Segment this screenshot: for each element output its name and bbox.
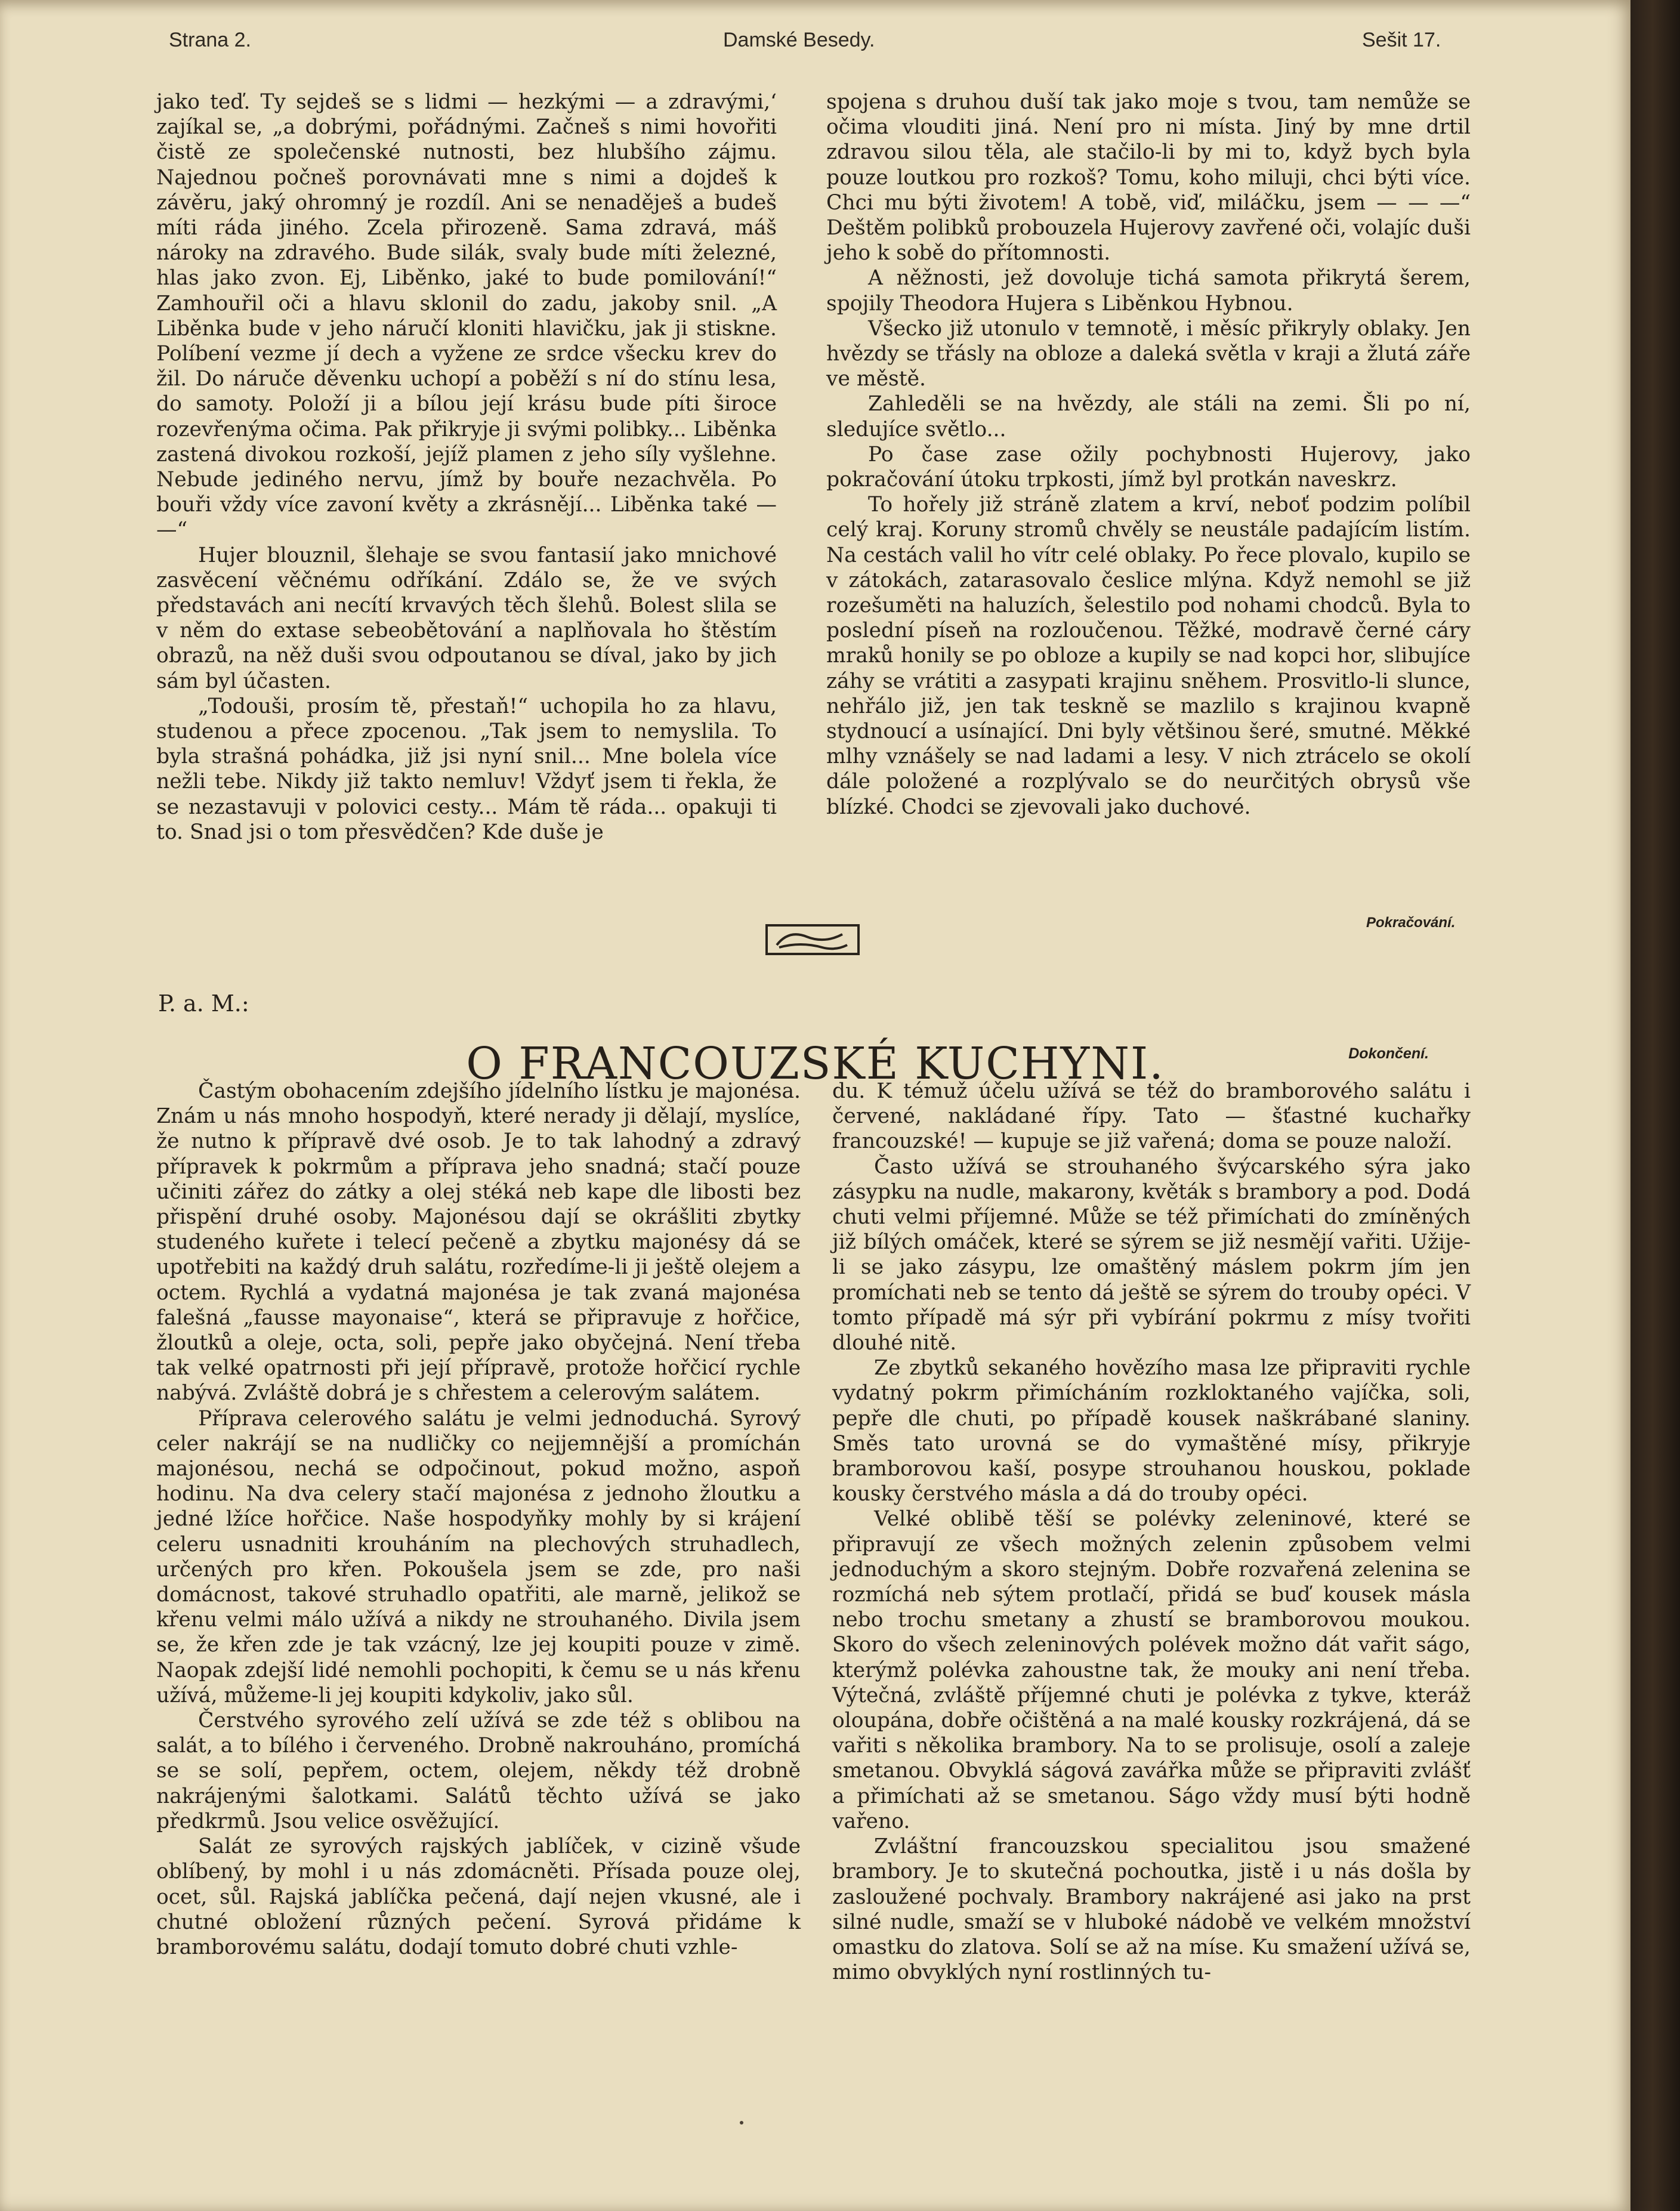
article-right-column [832, 1079, 1471, 1985]
paragraph: Po čase zase ožily pochybnosti Hujerovy, jako pokračování útoku trpkosti, jímž byl protkán naveskrz. [826, 442, 1471, 492]
page-number: Strana 2. [169, 29, 251, 51]
story-right-column [826, 89, 1471, 820]
article-title: O FRANCOUZSKÉ KUCHYNI. [466, 1037, 1165, 1089]
paragraph: Hujer blouznil, šlehaje se svou fantasií jako mnichové zasvěcení věčnému odříkání. Zdálo se, že ve svých představách ani necítí krvavých těch šlehů. Bolest slila se v něm do extase sebeobětování a naplňovala ho štěstím obrazů, na něž duši svou odpoutanou se díval, jako by jich sám byl účasten. [156, 543, 777, 693]
paragraph: Zvláštní francouzskou specialitou jsou smažené brambory. Je to skutečná pochoutka, jistě i u nás došla by zasloužené pochvaly. Brambory nakrájené asi jako na prst silné nudle, smaží se v hluboké nádobě ve velkém množství omastku do zlatova. Solí se až na míse. Ku smažení užívá se, mimo obvyklých nyní rostlinných tu- [832, 1835, 1471, 1985]
paragraph: Často užívá se strouhaného švýcarského sýra jako zásypku na nudle, makarony, květák s brambory a pod. Dodá chuti velmi příjemné. Může se též přimíchati do zmíněných již bílých omáček, které se sýrem se již nesmějí vařiti. Užije-li se jako zásypu, lze omaštěný máslem pokrm jím jen promíchati neb se tento dá ještě se sýrem do trouby opéci. V tomto případě má sýr při vybírání pokrmu z mísy tvořiti dlouhé nitě. [832, 1154, 1471, 1355]
binding-spine [1630, 0, 1680, 2211]
print-speck [740, 2121, 743, 2124]
paragraph: jako teď. Ty sejdeš se s lidmi — hezkými — a zdravými,‘ zajíkal se, „a dobrými, pořádnými. Začneš s nimi hovořiti čistě ze společenské nutnosti, bez hlubšího zájmu. Najednou počneš porovnávati mne s nimi a dojdeš k závěru, jaký ohromný je rozdíl. Ani se nenaděješ a budeš míti ráda jiného. Zcela přirozeně. Sama zdravá, máš nároky na zdravého. Bude silák, svaly bude míti železné, hlas jako zvon. Ej, Liběnko, jaké to bude pomilování!“ Zamhouřil oči a hlavu sklonil do zadu, jakoby snil. „A Liběnka bude v jeho náručí kloniti hlavičku, jak ji stiskne. Políbení vezme jí dech a vyžene ze srdce všecku krev do žil. Do náruče děvenku uchopí a poběží s ní do stínu lesa, do samoty. Položí ji a bílou její krásu bude píti široce rozevřenýma očima. Pak přikryje ji svými polibky... Liběnka zastená divokou rozkoší, jejíž plamen z jeho síly vyšlehne. Nebude jediného nervu, jímž by bouře nezachvěla. Po bouři vždy více zavoní květy a zkrásnějí... Liběnka také — —“ [156, 90, 777, 542]
paragraph: Všecko již utonulo v temnotě, i měsíc přikryly oblaky. Jen hvězdy se třásly na obloze a daleká světla v kraji a žlutá záře ve městě. [826, 316, 1471, 391]
paragraph: Ze zbytků sekaného hovězího masa lze připraviti rychle vydatný pokrm přimícháním rozkloktaného vajíčka, soli, pepře dle chuti, po případě kousek naškrábané slaniny. Směs tato urovná se do vymaštěné mísy, přikryje bramborovou kaší, posype strouhanou houskou, poklade kousky čerstvého másla a dá do trouby opéci. [832, 1356, 1471, 1506]
paragraph: Velké oblibě těší se polévky zeleninové, které se připravují ze všech možných zelenin způsobem velmi jednoduchým a skoro stejným. Dobře rozvařená zelenina se rozmíchá neb sýtem protlačí, přidá se buď kousek másla nebo trochu smetany a zhustí se bramborovou moukou. Skoro do všech zeleninových polévek možno dát vařit ságo, kterýmž polévka zahoustne tak, že mouky ani není třeba. Výtečná, zvláště příjemné chuti je polévka z tykve, kteráž oloupána, dobře očištěná a na malé kousky rozkrájená, dá se vařiti s několika brambory. Na to se prolisuje, osolí a zaleje smetanou. Obvyklá ságová zavářka může se připraviti zvlášť a přimíchati až se smetanou. Ságo vždy musí býti hodně vařeno. [832, 1507, 1471, 1833]
paragraph: Zahleděli se na hvězdy, ale stáli na zemi. Šli po ní, sledujíce světlo... [826, 392, 1471, 441]
paragraph: spojena s druhou duší tak jako moje s tvou, tam nemůže se očima vlouditi jiná. Není pro ni místa. Jiný by mne drtil zdravou silou těla, ale stačilo-li by mi to, když bych byla pouze loutkou pro rozkoš? Tomu, koho miluji, chci býti více. Chci mu býti životem! A tobě, viď, miláčku, jsem — — —“ Deštěm polibků probouzela Hujerovy zavřené oči, volajíc duši jeho k sobě do přítomnosti. [826, 90, 1471, 265]
paragraph: Salát ze syrových rajských jablíček, v cizině všude oblíbený, by mohl i u nás zdomácněti. Přísada pouze olej, ocet, sůl. Rajská jablíčka pečená, dají nejen vkusné, ale i chutné obložení různých pečení. Syrová přidáme k bramborovému salátu, dodají tomuto dobré chuti vzhle- [156, 1835, 801, 1959]
issue-number: Sešit 17. [1362, 29, 1441, 51]
magazine-title: Damské Besedy. [723, 29, 875, 51]
paragraph: Častým obohacením zdejšího jídelního lístku je majonésa. Znám u nás mnoho hospodyň, které nerady ji dělají, myslíce, že nutno k přípravě dvé osob. Je to tak lahodný a zdravý přípravek k pokrmům a příprava jeho snadná; stačí pouze učiniti zářez do zátky a olej stéká neb kape dle libosti bez přispění druhé osoby. Majonésou dají se okrášliti zbytky studeného kuřete i telecí pečeně a zbytku majonésy dá se upotřebiti na každý druh salátu, rozředíme-li ji ještě olejem a octem. Rychlá a vydatná majonésa je tak zvaná majonésa falešná „fausse mayonaise“, která se připravuje z hořčice, žloutků a oleje, octa, soli, pepře jako obyčejná. Není třeba tak velké opatrnosti při její přípravě, protože hořčicí rychle nabývá. Zvláště dobrá je s chřestem a celerovým salátem. [156, 1079, 801, 1406]
paragraph: Příprava celerového salátu je velmi jednoduchá. Syrový celer nakrájí se na nudličky co nejjemnější a promíchán majonésou, nechá se odpočinout, pokud možno, aspoň hodinu. Na dva celery stačí majonésa z jednoho žloutku a jedné lžíce hořčice. Naše hospodyňky mohly by si krájení celeru usnadniti krouháním na plechových struhadlech, určených pro křen. Pokoušela jsem se zde, pro naši domácnost, takové struhadlo opatřiti, ale marně, jelikož se křenu velmi málo užívá a nikdy ne strouhaného. Divila jsem se, že křen zde je tak vzácný, lze jej koupiti pouze v zimě. Naopak zdejší lidé nemohli pochopiti, k čemu se u nás křenu užívá, můžeme-li jej koupiti kdykoliv, jako sůl. [156, 1406, 801, 1707]
completion-note: Dokončení. [1348, 1045, 1429, 1062]
article-left-column [156, 1079, 801, 1960]
continued-label: Pokračování. [1366, 915, 1456, 931]
running-header [0, 29, 1630, 58]
section-divider-ornament [765, 924, 860, 956]
article-author: P. a. M.: [158, 990, 249, 1017]
paragraph: Čerstvého syrového zelí užívá se zde též s oblibou na salát, a to bílého i červeného. Drobně nakrouháno, promíchá se se solí, pepřem, octem, olejem, někdy též drobně nakrájenými šalotkami. Salátů těchto užívá se jako předkrmů. Jsou velice osvěžující. [156, 1709, 801, 1833]
paragraph: „Todouši, prosím tě, přestaň!“ uchopila ho za hlavu, studenou a přece zpocenou. „Tak jsem to nemyslila. To byla strašná pohádka, již jsi nyní snil... Mne bolela více nežli tebe. Nikdy již takto nemluv! Vždyť jsem ti řekla, že se nezastavuji v polovici cesty... Mám tě ráda... opakuji ti to. Snad jsi o tom přesvědčen? Kde duše je [156, 694, 777, 844]
paragraph: du. K témuž účelu užívá se též do bramborového salátu i červené, nakládané řípy. Tato — šťastné kuchařky francouzské! — kupuje se již vařená; doma se pouze naloží. [832, 1079, 1471, 1154]
paragraph: A něžnosti, jež dovoluje tichá samota přikrytá šerem, spojily Theodora Hujera s Liběnkou Hybnou. [826, 266, 1471, 316]
paragraph: To hořely již stráně zlatem a krví, neboť podzim políbil celý kraj. Koruny stromů chvěly se neustále padajícím listím. Na cestách valil ho vítr celé oblaky. Po řece plovalo, kupilo se v zátokách, zatarasovalo česlice mlýna. Když nemohl se již rozešuměti na haluzích, šelestilo pod nohami chodců. Byla to poslední píseň na rozloučenou. Těžké, modravě černé cáry mraků honily se po obloze a kupily se nad kopci hor, slibujíce záhy se vrátiti a zasypati krajinu sněhem. Prosvitlo-li slunce, nehřálo již, jen tak teskně se mazlilo s krajinou kvapně stydnoucí a usínající. Dni byly většinou šeré, smutné. Měkké mlhy vznášely se nad ladami a lesy. V nich ztrácelo se okolí dále položené a rozplývalo se do neurčitých obrysů vše blízké. Chodci se zjevovali jako duchové. [826, 493, 1471, 819]
story-left-column [156, 89, 777, 845]
